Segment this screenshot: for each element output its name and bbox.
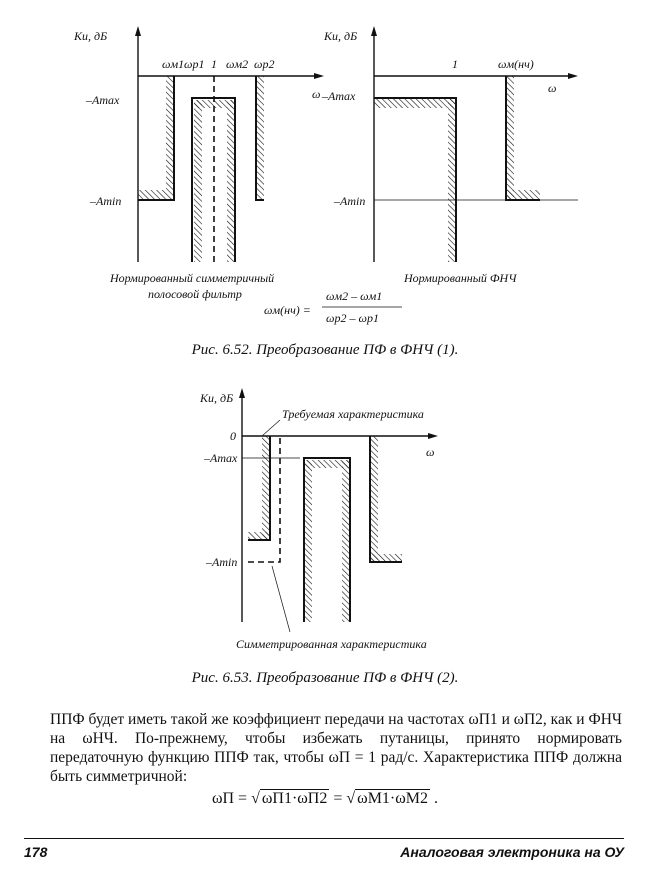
caption-6-52: Рис. 6.52. Преобразование ПФ в ФНЧ (1). xyxy=(191,342,459,358)
formula-den: ωр2 – ωр1 xyxy=(326,311,379,325)
formula-eq-text: = xyxy=(333,790,343,807)
formula-lhs-text: ωП = xyxy=(211,790,248,807)
page-number: 178 xyxy=(24,844,48,860)
formula-mid-text: ωП1·ωП2 xyxy=(261,790,328,807)
page-footer xyxy=(24,838,624,860)
formula-num: ωм2 – ωм1 xyxy=(326,289,383,303)
required-label: Требуемая характеристика xyxy=(282,407,424,421)
symmetric-label: Симметрированная характеристика xyxy=(236,637,427,651)
left-omega: ω xyxy=(312,87,321,101)
figure-6-52 xyxy=(0,0,650,340)
formula-rhs-text: ωМ1·ωМ2 xyxy=(357,790,429,807)
formula-end-text: . xyxy=(434,790,439,807)
right-omega: ω xyxy=(548,81,557,95)
right-amax: –Amax xyxy=(322,89,356,103)
left-ylabel: Kи, дБ xyxy=(74,29,108,43)
fig53-ylabel: Kи, дБ xyxy=(200,391,234,405)
right-amin: –Amin xyxy=(334,194,366,208)
body-paragraph: ППФ будет иметь такой же коэффициент передачи на частотах ωП1 и ωП2, как и ФНЧ на ωНЧ. По-прежнему, чтобы избежать путаницы, принято нормировать передаточную функцию ППФ так, чтобы ωП = 1 рад/с. Характеристика ППФ должна быть симметричной: xyxy=(50,711,622,785)
right-tick-1: 1 xyxy=(452,57,458,71)
book-title: Аналоговая электроника на ОУ xyxy=(400,844,624,860)
tick-1: 1 xyxy=(211,57,217,71)
tick-wm2: ωм2 xyxy=(226,57,249,71)
formula-line: ωП = √ ωП1·ωП2 = √ ωМ1·ωМ2 . xyxy=(211,790,439,807)
tick-wp2: ωр2 xyxy=(254,57,275,71)
figure-6-53 xyxy=(0,380,650,680)
tick-wp1: ωр1 xyxy=(184,57,205,71)
fig53-omega: ω xyxy=(426,445,435,459)
left-amin: –Amin xyxy=(90,194,122,208)
left-caption-line1: Нормированный симметричный xyxy=(110,271,275,285)
right-tick-wm: ωм(нч) xyxy=(498,57,534,71)
left-amax: –Amax xyxy=(86,93,120,107)
left-caption-line2: полосовой фильтр xyxy=(148,287,242,301)
right-ylabel: Kи, дБ xyxy=(324,29,358,43)
fig53-amin: –Amin xyxy=(206,555,238,569)
right-caption: Нормированный ФНЧ xyxy=(404,271,517,285)
fig53-zero: 0 xyxy=(230,429,236,443)
formula-lhs: ωм(нч) = xyxy=(264,303,311,317)
tick-wm1: ωм1 xyxy=(162,57,185,71)
caption-6-53: Рис. 6.53. Преобразование ПФ в ФНЧ (2). xyxy=(191,670,459,686)
fig53-amax: –Amax xyxy=(204,451,238,465)
